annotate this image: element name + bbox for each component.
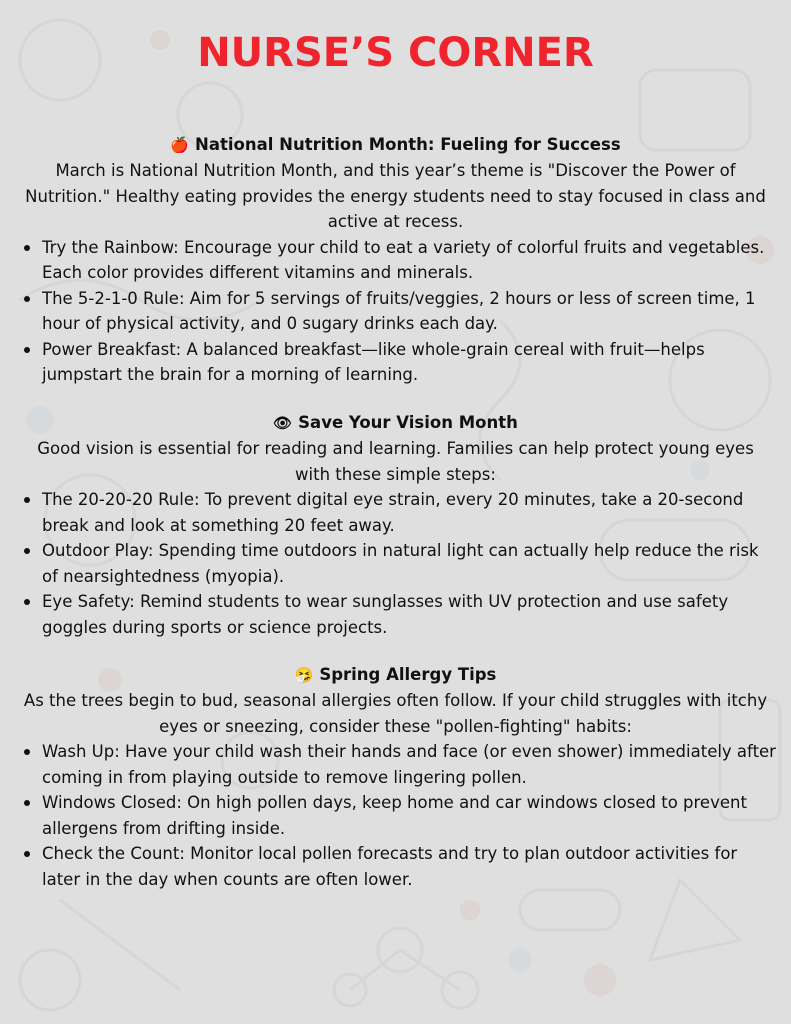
section-intro: Good vision is essential for reading and learning. Families can help protect young eyes with these simple steps: (37, 439, 754, 484)
section-heading (0, 662, 791, 688)
list-item: Wash Up: Have your child wash their hands and face (or even shower) immediately after coming in from playing outside to remove lingering pollen. (22, 739, 777, 790)
list-item: Try the Rainbow: Encourage your child to eat a variety of colorful fruits and vegetables. Each color provides different vitamins and minerals. (22, 235, 777, 286)
apple-icon: 🍎 (170, 136, 190, 154)
bullet-list (0, 235, 791, 388)
section-nutrition (0, 132, 791, 388)
list-item: Outdoor Play: Spending time outdoors in natural light can actually help reduce the risk of nearsightedness (myopia). (22, 538, 777, 589)
section-heading-text: National Nutrition Month: Fueling for Success (195, 135, 621, 154)
section-heading (0, 410, 791, 436)
section-heading (0, 132, 791, 158)
section-heading-text: Save Your Vision Month (298, 413, 518, 432)
page-title: NURSE’S CORNER (197, 30, 594, 76)
section-intro: As the trees begin to bud, seasonal allergies often follow. If your child struggles with itchy eyes or sneezing, consider these "pollen-fighting" habits: (23, 691, 768, 736)
section-allergy (0, 662, 791, 892)
bullet-list (0, 487, 791, 640)
eye-icon: 👁 (273, 414, 293, 432)
list-item: The 20-20-20 Rule: To prevent digital eye strain, every 20 minutes, take a 20-second break and look at something 20 feet away. (22, 487, 777, 538)
section-intro: March is National Nutrition Month, and this year’s theme is "Discover the Power of Nutrition." Healthy eating provides the energy students need to stay focused in class and active at recess. (25, 161, 766, 231)
list-item: Windows Closed: On high pollen days, keep home and car windows closed to prevent allergens from drifting inside. (22, 790, 777, 841)
list-item: The 5-2-1-0 Rule: Aim for 5 servings of fruits/veggies, 2 hours or less of screen time, 1 hour of physical activity, and 0 sugary drinks each day. (22, 286, 777, 337)
bullet-list (0, 739, 791, 892)
list-item: Check the Count: Monitor local pollen forecasts and try to plan outdoor activities for later in the day when counts are often lower. (22, 841, 777, 892)
sneezing-face-icon: 🤧 (294, 666, 314, 684)
list-item: Eye Safety: Remind students to wear sunglasses with UV protection and use safety goggles during sports or science projects. (22, 589, 777, 640)
section-vision (0, 410, 791, 640)
section-heading-text: Spring Allergy Tips (319, 665, 497, 684)
list-item: Power Breakfast: A balanced breakfast—like whole-grain cereal with fruit—helps jumpstart the brain for a morning of learning. (22, 337, 777, 388)
